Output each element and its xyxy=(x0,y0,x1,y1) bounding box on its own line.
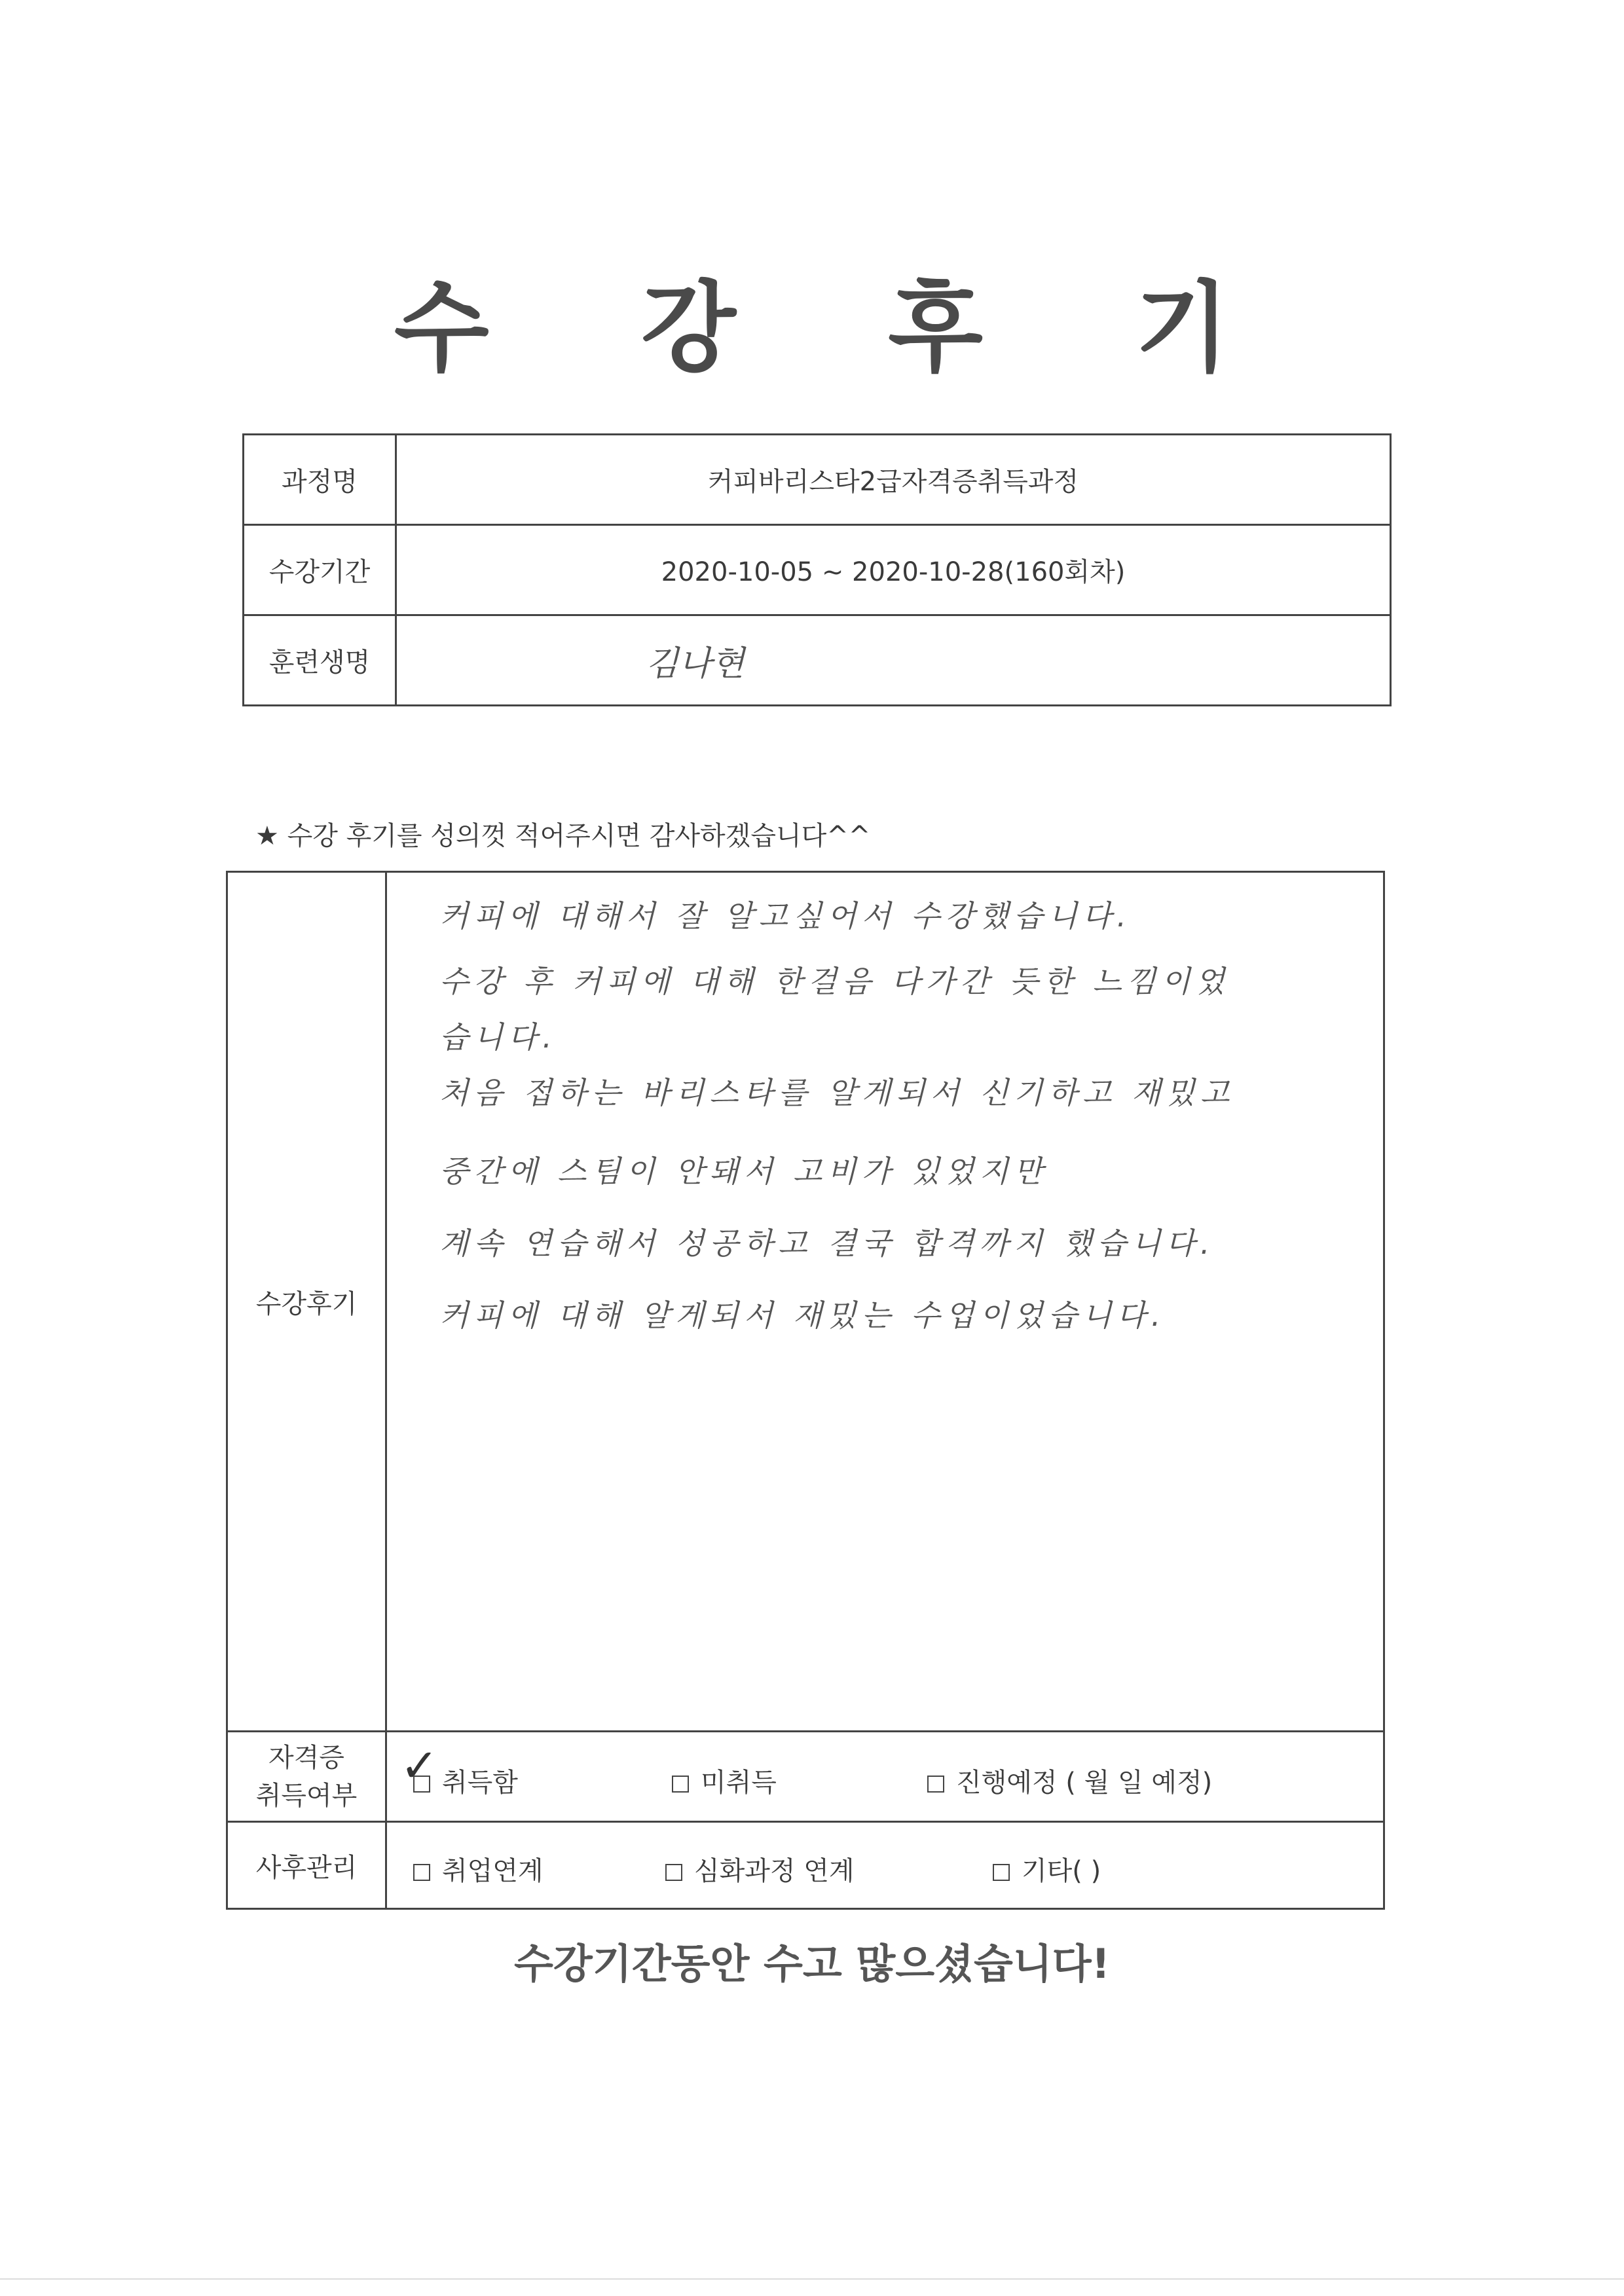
option-employment-label: 취업연계 xyxy=(442,1856,544,1886)
review-line: 커피에 대해서 잘 알고싶어서 수강했습니다. xyxy=(439,898,1132,934)
trainee-name-handwritten: 김나현 xyxy=(396,615,1391,706)
review-line: 처음 접하는 바리스타를 알게되서 신기하고 재밌고 xyxy=(439,1075,1235,1110)
checkbox-icon[interactable] xyxy=(413,1864,430,1881)
review-line: 커피에 대해 알게되서 재밌는 수업이었습니다. xyxy=(439,1298,1166,1333)
period-value: 2020-10-05 ~ 2020-10-28(160회차) xyxy=(396,525,1391,615)
option-acquired-label: 취득함 xyxy=(442,1768,518,1798)
option-acquired[interactable] xyxy=(413,1762,518,1799)
review-label: 수강후기 xyxy=(227,872,386,1732)
checkbox-icon[interactable] xyxy=(927,1776,944,1793)
certificate-row xyxy=(227,1732,1384,1822)
review-table xyxy=(226,871,1385,1910)
instruction-note: ★ 수강 후기를 성의껏 적어주시면 감사하겠습니다^^ xyxy=(255,821,871,851)
option-other[interactable] xyxy=(993,1850,1101,1887)
period-label: 수강기간 xyxy=(244,525,396,615)
page-title: 수 강 후 기 xyxy=(394,272,1289,386)
review-line: 중간에 스팀이 안돼서 고비가 있었지만 xyxy=(439,1154,1048,1189)
checkbox-icon[interactable] xyxy=(413,1776,430,1793)
scan-edge-line xyxy=(0,2278,1624,2280)
course-row xyxy=(244,435,1391,525)
review-line: 수강 후 커피에 대해 한걸음 다가간 듯한 느낌이었 xyxy=(439,964,1230,999)
period-row xyxy=(244,525,1391,615)
option-not-acquired-label: 미취득 xyxy=(701,1768,777,1798)
followup-options xyxy=(386,1822,1384,1909)
checkbox-icon[interactable] xyxy=(993,1864,1010,1881)
certificate-label-line2: 취득여부 xyxy=(255,1780,358,1811)
certificate-options xyxy=(386,1732,1384,1822)
option-advanced-course[interactable] xyxy=(665,1850,855,1887)
review-text-area xyxy=(386,872,1384,1732)
followup-label: 사후관리 xyxy=(227,1822,386,1909)
course-label: 과정명 xyxy=(244,435,396,525)
review-line: 습니다. xyxy=(439,1019,557,1055)
option-advanced-label: 심화과정 연계 xyxy=(694,1856,855,1886)
info-table xyxy=(242,433,1392,706)
option-other-label: 기타( ) xyxy=(1022,1856,1101,1886)
followup-row xyxy=(227,1822,1384,1909)
review-row xyxy=(227,872,1384,1732)
option-employment[interactable] xyxy=(413,1850,544,1887)
trainee-label: 훈련생명 xyxy=(244,615,396,706)
trainee-row xyxy=(244,615,1391,706)
closing-message: 수강기간동안 수고 많으셨습니다! xyxy=(514,1940,1110,1988)
checkbox-icon[interactable] xyxy=(672,1776,689,1793)
checkmark-icon: ✓ xyxy=(400,1739,439,1793)
review-line: 계속 연습해서 성공하고 결국 합격까지 했습니다. xyxy=(439,1226,1215,1261)
option-not-acquired[interactable] xyxy=(672,1762,777,1799)
certificate-label-line1: 자격증 xyxy=(268,1742,344,1773)
course-value: 커피바리스타2급자격증취득과정 xyxy=(396,435,1391,525)
checkbox-icon[interactable] xyxy=(665,1864,682,1881)
option-in-progress[interactable] xyxy=(927,1762,1212,1799)
certificate-label xyxy=(227,1732,386,1822)
option-in-progress-label: 진행예정 ( 월 일 예정) xyxy=(956,1768,1213,1798)
